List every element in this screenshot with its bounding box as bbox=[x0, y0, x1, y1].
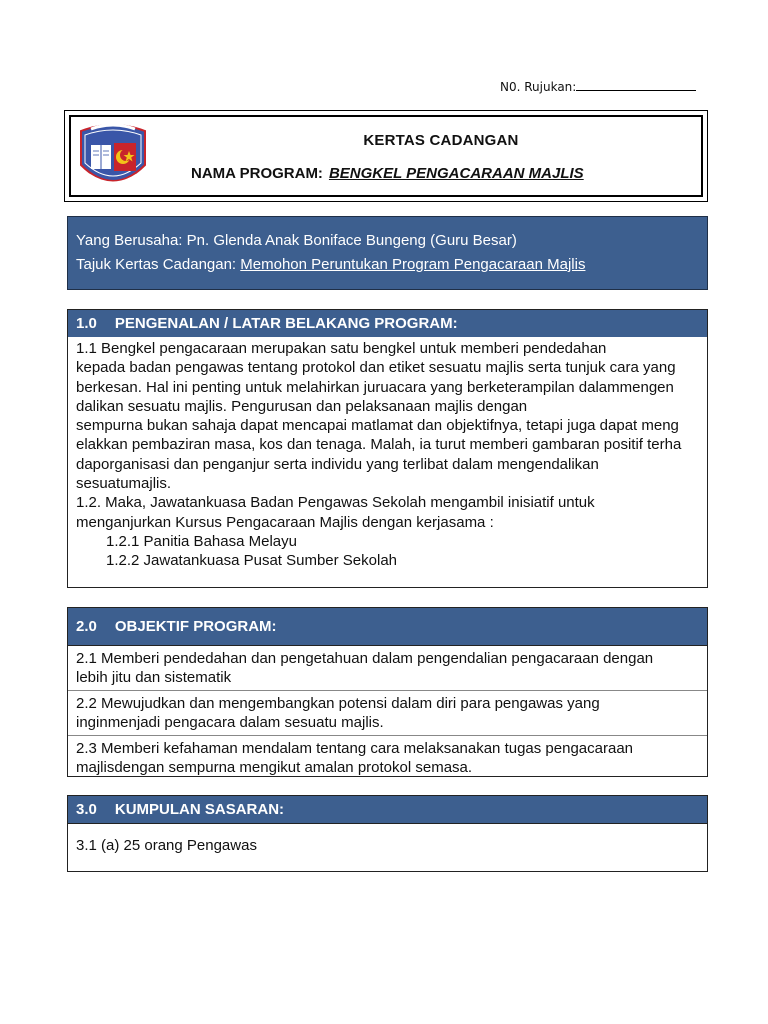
section-1-title: PENGENALAN / LATAR BELAKANG PROGRAM: bbox=[114, 315, 458, 332]
paragraph-line: 1.1 Bengkel pengacaraan merupakan satu bengkel untuk memberi pendedahan bbox=[76, 340, 607, 357]
section-objectives bbox=[67, 607, 708, 777]
paragraph-line: menganjurkan Kursus Pengacaraan Majlis dengan kerjasama : bbox=[76, 513, 494, 531]
proposer-line bbox=[76, 229, 699, 253]
header-box bbox=[64, 110, 708, 202]
program-name: BENGKEL PENGACARAAN MAJLIS bbox=[328, 165, 584, 182]
program-line bbox=[191, 165, 584, 182]
objectives-list bbox=[68, 645, 707, 780]
paragraph-line: sempurna bukan sahaja dapat mencapai matlamat dan objektifnya, tetapi juga dapat meng bbox=[76, 417, 679, 435]
topic-value: Memohon Peruntukan Program Pengacaraan Majlis bbox=[240, 256, 586, 273]
paragraph-line: sesuatumajlis. bbox=[76, 475, 172, 493]
section-2-title: OBJEKTIF PROGRAM: bbox=[114, 618, 277, 635]
section-target-group bbox=[67, 795, 708, 872]
paragraph-line: kepada badan pengawas tentang protokol dan etiket sesuatu majlis serta tunjuk cara yang bbox=[76, 359, 676, 377]
section-1-number: 1.0 bbox=[76, 315, 97, 332]
objective-item bbox=[68, 735, 707, 780]
objective-line: lebih jitu dan sistematik bbox=[76, 669, 232, 686]
objective-item bbox=[68, 646, 707, 690]
paragraph-line: berkesan. Hal ini penting untuk melahirkan juruacara yang berketerampilan dalammengen bbox=[76, 378, 674, 396]
topic-line bbox=[76, 253, 699, 277]
section-1-header bbox=[68, 310, 707, 337]
proposal-info-box bbox=[67, 216, 708, 290]
section-1-body bbox=[68, 337, 707, 575]
paragraph-line: elakkan pembaziran masa, kos dan tenaga. Malah, ia turut memberi gambaran positif terha bbox=[76, 436, 682, 454]
program-label: NAMA PROGRAM: bbox=[191, 165, 323, 182]
section-2-header bbox=[68, 608, 707, 645]
section-introduction bbox=[67, 309, 708, 588]
objective-line: 2.1 Memberi pendedahan dan pengetahuan dalam pengendalian pengacaraan dengan bbox=[76, 650, 654, 667]
target-item: 3.1 (a) 25 orang Pengawas bbox=[76, 837, 257, 854]
proposer-value: Pn. Glenda Anak Boniface Bungeng (Guru Besar) bbox=[186, 232, 517, 249]
section-3-number: 3.0 bbox=[76, 801, 97, 818]
section-3-header bbox=[68, 796, 707, 824]
reference-label: N0. Rujukan: bbox=[500, 80, 577, 94]
document-title: KERTAS CADANGAN bbox=[363, 132, 519, 149]
objective-line: majlisdengan sempurna mengikut amalan protokol semasa. bbox=[76, 759, 473, 776]
topic-label: Tajuk Kertas Cadangan: bbox=[76, 256, 237, 273]
objective-line: inginmenjadi pengacara dalam sesuatu majlis. bbox=[76, 714, 384, 731]
sub-item: 1.2.2 Jawatankuasa Pusat Sumber Sekolah bbox=[106, 552, 398, 570]
sub-item: 1.2.1 Panitia Bahasa Melayu bbox=[106, 532, 297, 550]
proposer-label: Yang Berusaha: bbox=[76, 232, 183, 249]
reference-blank-line bbox=[576, 79, 696, 91]
objective-line: 2.3 Memberi kefahaman mendalam tentang cara melaksanakan tugas pengacaraan bbox=[76, 740, 634, 757]
reference-number bbox=[500, 79, 696, 94]
paragraph-line: 1.2. Maka, Jawatankuasa Badan Pengawas Sekolah mengambil inisiatif untuk bbox=[76, 494, 595, 512]
paragraph-line: daporganisasi dan penganjur serta individu yang terlibat dalam mengendalikan bbox=[76, 455, 599, 473]
objective-item bbox=[68, 690, 707, 735]
objective-line: 2.2 Mewujudkan dan mengembangkan potensi dalam diri para pengawas yang bbox=[76, 695, 600, 712]
section-3-title: KUMPULAN SASARAN: bbox=[114, 801, 285, 818]
section-2-number: 2.0 bbox=[76, 618, 97, 635]
paragraph-line: dalikan sesuatu majlis. Pengurusan dan pelaksanaan majlis dengan bbox=[76, 397, 528, 415]
header-inner bbox=[69, 115, 703, 197]
